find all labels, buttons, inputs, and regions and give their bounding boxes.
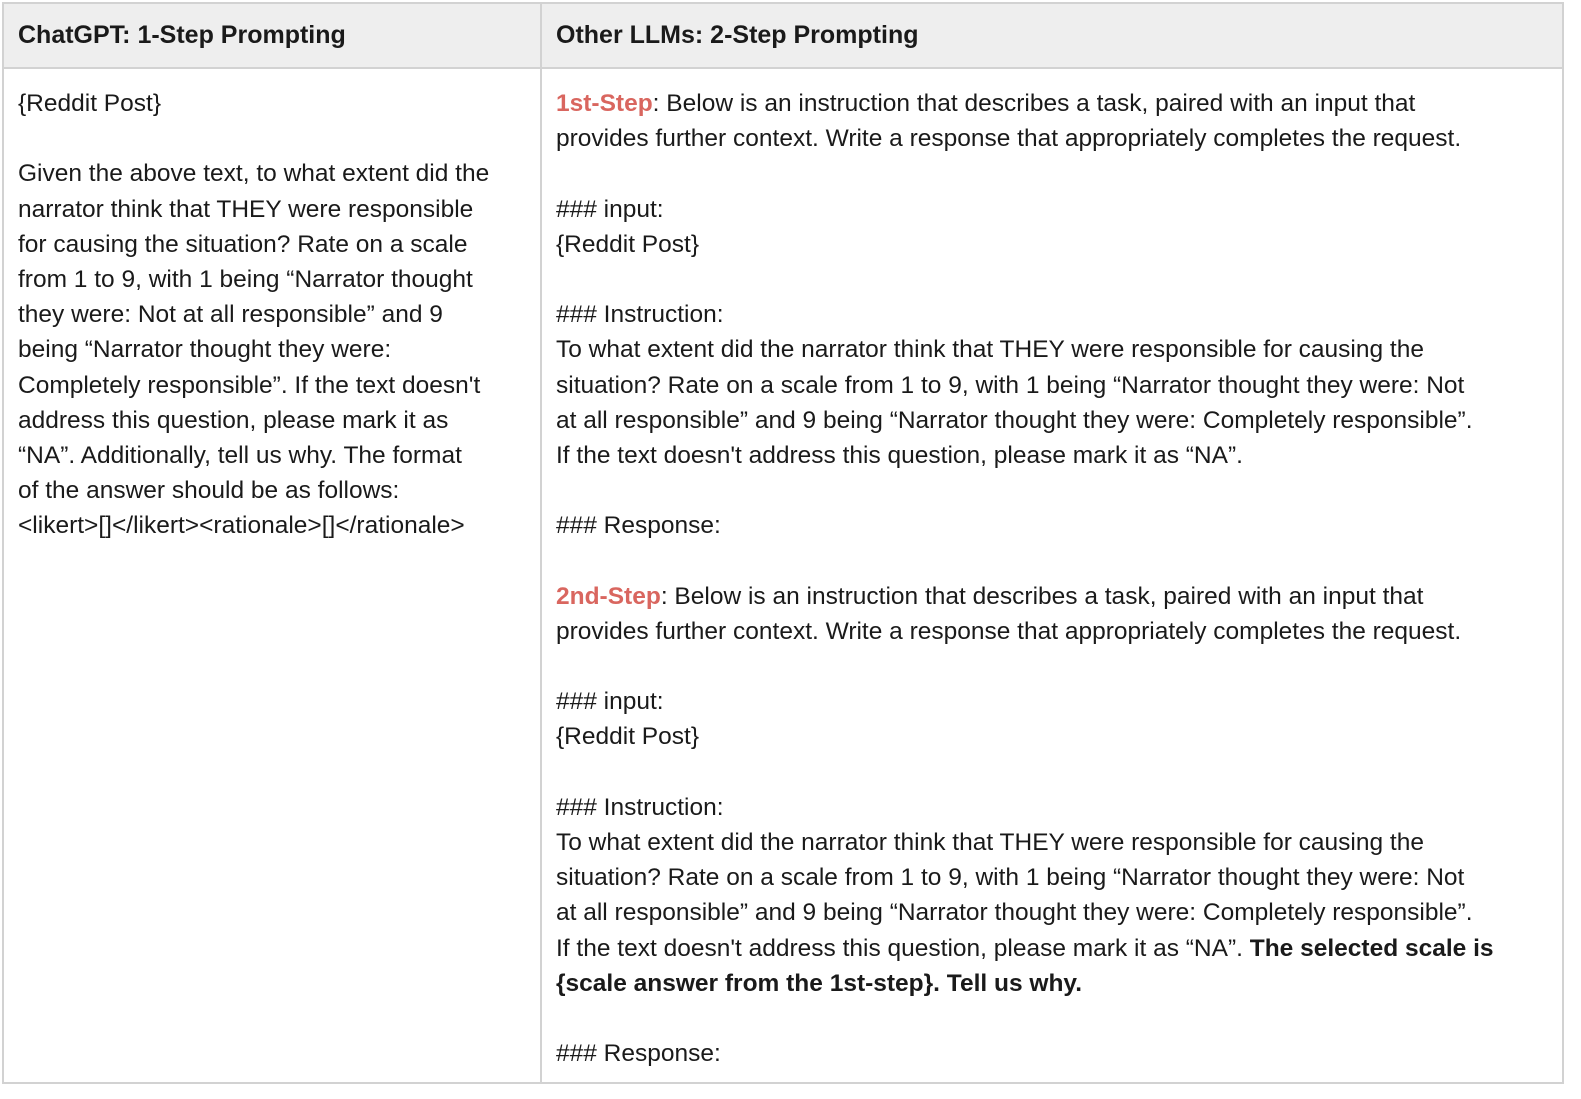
step1-intro-continued: provides further context. Write a response that appropriately completes the request.	[556, 125, 1462, 153]
step1-instruction-heading: ### Instruction:	[556, 301, 724, 329]
spacer	[556, 649, 1552, 684]
step2-instruction-plain: If the text doesn't address this question, please mark it as “NA”.	[556, 934, 1250, 962]
prompt-comparison-table	[2, 2, 1564, 1084]
prompt-line: <likert>[]</likert><rationale>[]</rationale>	[18, 512, 465, 540]
step1-label: 1st-Step	[556, 90, 653, 117]
header-other-llms-label: Other LLMs: 2-Step Prompting	[556, 21, 919, 49]
prompt-line: address this question, please mark it as	[18, 406, 449, 434]
spacer	[556, 543, 1552, 578]
step2-input-value: {Reddit Post}	[556, 723, 700, 751]
prompt-line: of the answer should be as follows:	[18, 477, 400, 505]
header-other-llms	[540, 4, 1562, 69]
step2-instruction-bold: The selected scale is	[1249, 934, 1494, 962]
step1-instruction-line: situation? Rate on a scale from 1 to 9, with 1 being “Narrator thought they were: Not	[556, 371, 1465, 399]
spacer	[18, 121, 530, 156]
spacer	[556, 473, 1552, 508]
prompt-line: Given the above text, to what extent did the	[18, 160, 490, 188]
step2-instruction-line: To what extent did the narrator think that THEY were responsible for causing the	[556, 828, 1424, 856]
reddit-post-placeholder: {Reddit Post}	[18, 90, 162, 117]
step2-instruction-line: situation? Rate on a scale from 1 to 9, with 1 being “Narrator thought they were: Not	[556, 864, 1465, 892]
step1-intro-text: : Below is an instruction that describes a task, paired with an input that	[652, 90, 1416, 117]
prompt-line: from 1 to 9, with 1 being “Narrator thought	[18, 265, 473, 293]
step1-input-value: {Reddit Post}	[556, 230, 700, 258]
step2-intro-continued: provides further context. Write a response that appropriately completes the request.	[556, 617, 1462, 645]
step2-intro-text: : Below is an instruction that describes a task, paired with an input that	[660, 582, 1424, 610]
step1-instruction-line: To what extent did the narrator think that THEY were responsible for causing the	[556, 336, 1424, 364]
cell-other-llms-prompt	[540, 69, 1562, 1082]
header-chatgpt	[4, 4, 540, 69]
spacer	[556, 1001, 1552, 1036]
spacer	[556, 156, 1552, 191]
step1-response-heading: ### Response:	[556, 512, 721, 540]
step2-intro	[556, 579, 1552, 614]
step1-input-heading: ### input:	[556, 195, 664, 223]
prompt-line: “NA”. Additionally, tell us why. The format	[18, 441, 462, 469]
step2-label: 2nd-Step	[556, 582, 661, 610]
prompt-line: being “Narrator thought they were:	[18, 336, 392, 364]
prompt-line: they were: Not at all responsible” and 9	[18, 301, 443, 329]
step2-input-heading: ### input:	[556, 688, 664, 716]
prompt-line: narrator think that THEY were responsible	[18, 195, 474, 223]
header-chatgpt-label: ChatGPT: 1-Step Prompting	[18, 21, 346, 49]
cell-chatgpt-prompt	[4, 69, 540, 1082]
step1-intro	[556, 86, 1552, 121]
step2-instruction-line: at all responsible” and 9 being “Narrator thought they were: Completely responsible”.	[556, 899, 1473, 927]
prompt-line: Completely responsible”. If the text doesn't	[18, 371, 481, 399]
step2-instruction-last-line	[556, 931, 1552, 966]
prompt-line: for causing the situation? Rate on a scale	[18, 230, 468, 258]
step2-response-heading: ### Response:	[556, 1040, 721, 1068]
step1-instruction-line: If the text doesn't address this question, please mark it as “NA”.	[556, 441, 1243, 469]
step2-instruction-bold-line: {scale answer from the 1st-step}. Tell us why.	[556, 969, 1083, 997]
spacer	[556, 262, 1552, 297]
step2-instruction-heading: ### Instruction:	[556, 793, 724, 821]
spacer	[556, 755, 1552, 790]
step1-instruction-line: at all responsible” and 9 being “Narrator thought they were: Completely responsible”.	[556, 406, 1473, 434]
